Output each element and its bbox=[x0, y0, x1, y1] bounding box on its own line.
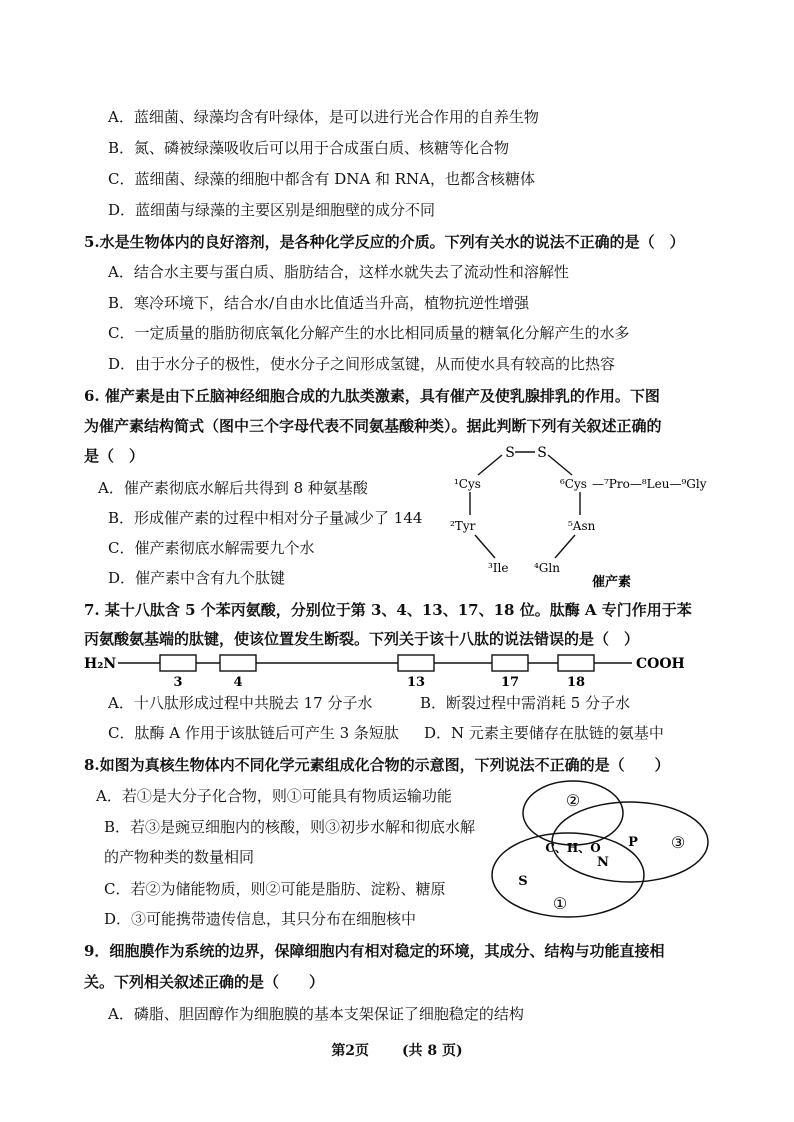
q6-option-c: C．催产素彻底水解需要九个水 bbox=[108, 539, 315, 557]
chain-amino-end: H₂N bbox=[84, 656, 117, 672]
q4-option-a: A．蓝细菌、绿藻均含有叶绿体，是可以进行光合作用的自养生物 bbox=[108, 108, 539, 126]
element-n: N bbox=[597, 855, 609, 870]
q4-option-c: C．蓝细菌、绿藻的细胞中都含有 DNA 和 RNA，也都含核糖体 bbox=[108, 170, 536, 188]
q4-option-b: B．氮、磷被绿藻吸收后可以用于合成蛋白质、核糖等化合物 bbox=[108, 139, 510, 157]
q6-option-b: B．形成催产素的过程中相对分子量减少了 144 bbox=[108, 509, 423, 527]
q7-option-b: B．断裂过程中需消耗 5 分子水 bbox=[420, 694, 631, 712]
q8-option-d: D．③可能携带遗传信息，其只分布在细胞核中 bbox=[104, 910, 417, 928]
q8-option-a: A．若①是大分子化合物，则①可能具有物质运输功能 bbox=[96, 787, 452, 805]
sulfur-atom-1: S bbox=[505, 445, 515, 461]
sulfur-atom-2: S bbox=[537, 445, 547, 461]
position-label: 4 bbox=[233, 675, 243, 688]
q7-stem-line2: 丙氨酸氨基端的肽键，使该位置发生断裂。下列关于该十八肽的说法错误的是（ ） bbox=[84, 630, 640, 648]
q5-option-d: D．由于水分子的极性，使水分子之间形成氢键，从而使水具有较高的比热容 bbox=[108, 355, 616, 373]
position-label: 13 bbox=[406, 675, 426, 688]
page-number: 第2页 bbox=[331, 1043, 370, 1059]
q6-stem-line2: 为催产素结构简式（图中三个字母代表不同氨基酸种类）。据此判断下列有关叙述正确的 bbox=[84, 417, 662, 435]
q6-option-a: A．催产素彻底水解后共得到 8 种氨基酸 bbox=[98, 479, 368, 497]
residue-tail: —⁷Pro—⁸Leu—⁹Gly bbox=[592, 477, 707, 491]
q9-option-a: A．磷脂、胆固醇作为细胞膜的基本支架保证了细胞稳定的结构 bbox=[108, 1005, 524, 1023]
q6-stem-line3: 是（ ） bbox=[84, 447, 145, 465]
q7-option-a: A．十八肽形成过程中共脱去 17 分子水 bbox=[108, 694, 373, 712]
oxytocin-structure-diagram bbox=[440, 440, 710, 590]
element-p: P bbox=[628, 835, 638, 850]
q8-stem: 8.如图为真核生物体内不同化学元素组成化合物的示意图，下列说法不正确的是（ ） bbox=[84, 756, 670, 774]
q5-option-c: C．一定质量的脂肪彻底氧化分解产生的水比相同质量的糖氧化分解产生的水多 bbox=[108, 324, 630, 342]
q8-option-b-line2: 的产物种类的数量相同 bbox=[104, 848, 255, 866]
q7-option-d: D．N 元素主要储存在肽链的氨基中 bbox=[424, 724, 664, 742]
center-elements: C、H、O bbox=[545, 841, 601, 855]
element-s: S bbox=[518, 874, 528, 889]
residue-cys-6: ⁶Cys bbox=[560, 477, 587, 491]
q8-option-c: C．若②为储能物质，则②可能是脂肪、淀粉、糖原 bbox=[104, 880, 446, 898]
q6-stem-line1: 6. 催产素是由下丘脑神经细胞合成的九肽类激素，具有催产及使乳腺排乳的作用。下图 bbox=[84, 387, 660, 405]
position-label: 3 bbox=[173, 675, 183, 688]
element-venn-diagram bbox=[488, 775, 713, 925]
position-label: 17 bbox=[500, 675, 520, 688]
q9-stem-line2: 关。下列相关叙述正确的是（ ） bbox=[84, 973, 325, 991]
q5-stem: 5.水是生物体内的良好溶剂，是各种化学反应的介质。下列有关水的说法不正确的是（ ） bbox=[84, 233, 685, 251]
circle-label-3: ③ bbox=[670, 833, 686, 852]
residue-ile-3: ³Ile bbox=[488, 561, 509, 575]
q9-stem-line1: 9．细胞膜作为系统的边界，保障细胞内有相对稳定的环境，其成分、结构与功能直接相 bbox=[84, 942, 665, 960]
residue-asn-5: ⁵Asn bbox=[568, 519, 596, 533]
circle-label-1: ① bbox=[552, 894, 568, 913]
residue-cys-1: ¹Cys bbox=[454, 477, 481, 491]
q4-option-d: D．蓝细菌与绿藻的主要区别是细胞壁的成分不同 bbox=[108, 201, 436, 219]
diagram-caption: 催产素 bbox=[592, 575, 632, 590]
circle-label-2: ② bbox=[565, 791, 581, 810]
residue-tyr-2: ²Tyr bbox=[450, 519, 476, 533]
q5-option-a: A．结合水主要与蛋白质、脂肪结合，这样水就失去了流动性和溶解性 bbox=[108, 263, 569, 281]
page-footer bbox=[0, 1040, 794, 1060]
q5-option-b: B．寒冷环境下，结合水/自由水比值适当升高，植物抗逆性增强 bbox=[108, 294, 530, 312]
q6-option-d: D．催产素中含有九个肽键 bbox=[108, 569, 286, 587]
position-label: 18 bbox=[566, 675, 586, 688]
chain-carboxyl-end: COOH bbox=[636, 656, 685, 672]
page-total: (共 8 页) bbox=[401, 1043, 463, 1059]
residue-gln-4: ⁴Gln bbox=[534, 561, 560, 575]
q8-option-b-line1: B．若③是豌豆细胞内的核酸，则③初步水解和彻底水解 bbox=[104, 818, 476, 836]
q7-stem-line1: 7. 某十八肽含 5 个苯丙氨酸，分别位于第 3、4、13、17、18 位。肽酶 A 专门作用于苯 bbox=[84, 601, 692, 619]
q7-option-c: C．肽酶 A 作用于该肽链后可产生 3 条短肽 bbox=[108, 724, 399, 742]
peptide-chain-diagram bbox=[84, 650, 704, 688]
